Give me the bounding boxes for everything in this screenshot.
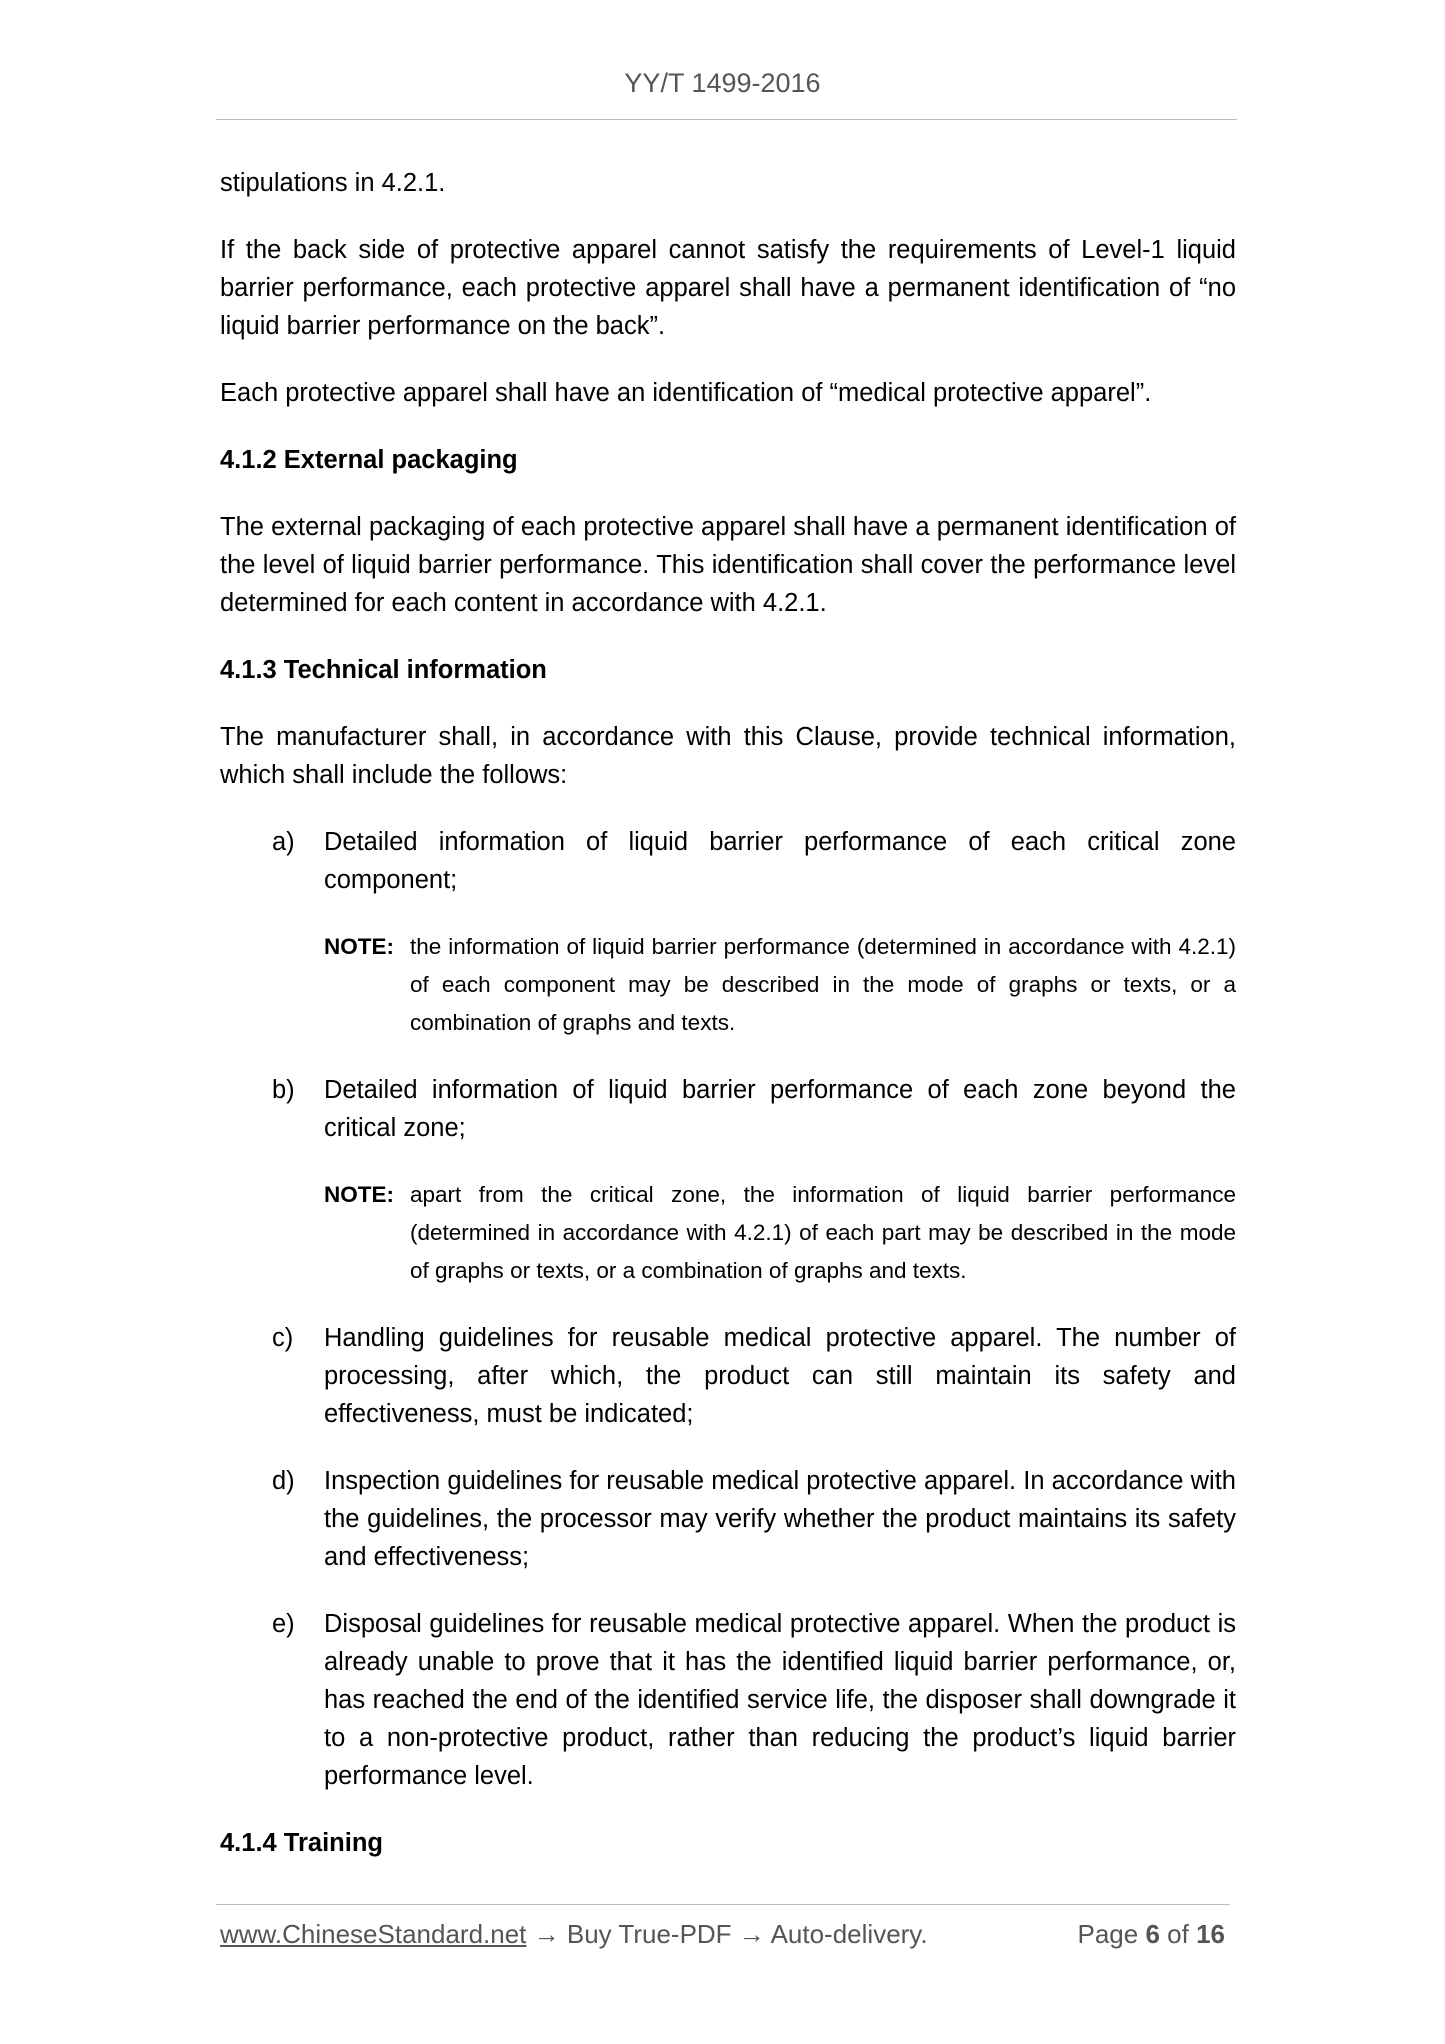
list-item-text: Handling guidelines for reusable medical protective apparel. The number of processing, after which, the product can still maintain its safety and effectiveness, must be indicated; (324, 1324, 1236, 1428)
page-number: 6 (1145, 1919, 1160, 1949)
note-label: NOTE: (324, 1182, 394, 1207)
note-text: the information of liquid barrier performance (determined in accordance with 4.2.1) of each component may be described in the mode of graphs or texts, or a combination of graphs and texts. (410, 934, 1236, 1035)
paragraph-external-packaging: The external packaging of each protective apparel shall have a permanent identification of the level of liquid barrier performance. This identification shall cover the performance level determined for each content in accordance with 4.2.1. (220, 513, 1236, 617)
list-item-d (220, 1462, 1236, 1576)
note-text: apart from the critical zone, the information of liquid barrier performance (determined in accordance with 4.2.1) of each part may be described in the mode of graphs or texts, or a combination of graphs and texts. (410, 1182, 1236, 1283)
page-indicator (1077, 1919, 1225, 1950)
list-item-c (220, 1319, 1236, 1433)
page-header: YY/T 1499-2016 (624, 68, 821, 98)
list-item-text: Detailed information of liquid barrier performance of each zone beyond the critical zone; (324, 1076, 1236, 1142)
list-item-e (220, 1605, 1236, 1795)
paragraph-continued: stipulations in 4.2.1. (220, 169, 446, 197)
note-label: NOTE: (324, 934, 394, 959)
page-total: 16 (1196, 1919, 1225, 1949)
list-marker: e) (272, 1610, 295, 1638)
list-item-b (220, 1071, 1236, 1147)
of-word: of (1167, 1919, 1189, 1949)
paragraph-back-side: If the back side of protective apparel cannot satisfy the requirements of Level-1 liquid barrier performance, each protective apparel shall have a permanent identification of “no liquid barrier performance on the back”. (220, 236, 1236, 340)
list-item-a (220, 823, 1236, 899)
footer-promo: → Buy True-PDF → Auto-delivery. (526, 1919, 928, 1949)
header-divider (216, 119, 1237, 120)
paragraph-identification: Each protective apparel shall have an identification of “medical protective apparel”. (220, 379, 1152, 407)
site-link[interactable]: www.ChineseStandard.net (220, 1919, 527, 1949)
list-item-text: Inspection guidelines for reusable medical protective apparel. In accordance with the guidelines, the processor may verify whether the product maintains its safety and effectiveness; (324, 1467, 1236, 1571)
document-body (220, 164, 1236, 1891)
list-marker: c) (272, 1324, 294, 1352)
list-marker: b) (272, 1076, 295, 1104)
paragraph-technical-information: The manufacturer shall, in accordance with this Clause, provide technical information, which shall include the follows: (220, 723, 1236, 789)
list-item-text: Detailed information of liquid barrier performance of each critical zone component; (324, 828, 1236, 894)
note-a (220, 928, 1236, 1042)
footer-divider (216, 1904, 1230, 1905)
page-word: Page (1077, 1919, 1139, 1949)
heading-4-1-2: 4.1.2 External packaging (220, 446, 518, 474)
list-marker: a) (272, 828, 295, 856)
list-marker: d) (272, 1467, 295, 1495)
heading-4-1-4: 4.1.4 Training (220, 1829, 383, 1857)
list-item-text: Disposal guidelines for reusable medical protective apparel. When the product is already unable to prove that it has the identified liquid barrier performance, or, has reached the end of the identified service life, the disposer shall downgrade it to a non-protective product, rather than reducing the product’s liquid barrier performance level. (324, 1610, 1236, 1790)
heading-4-1-3: 4.1.3 Technical information (220, 656, 547, 684)
note-b (220, 1176, 1236, 1290)
page-footer (220, 1919, 1230, 1950)
